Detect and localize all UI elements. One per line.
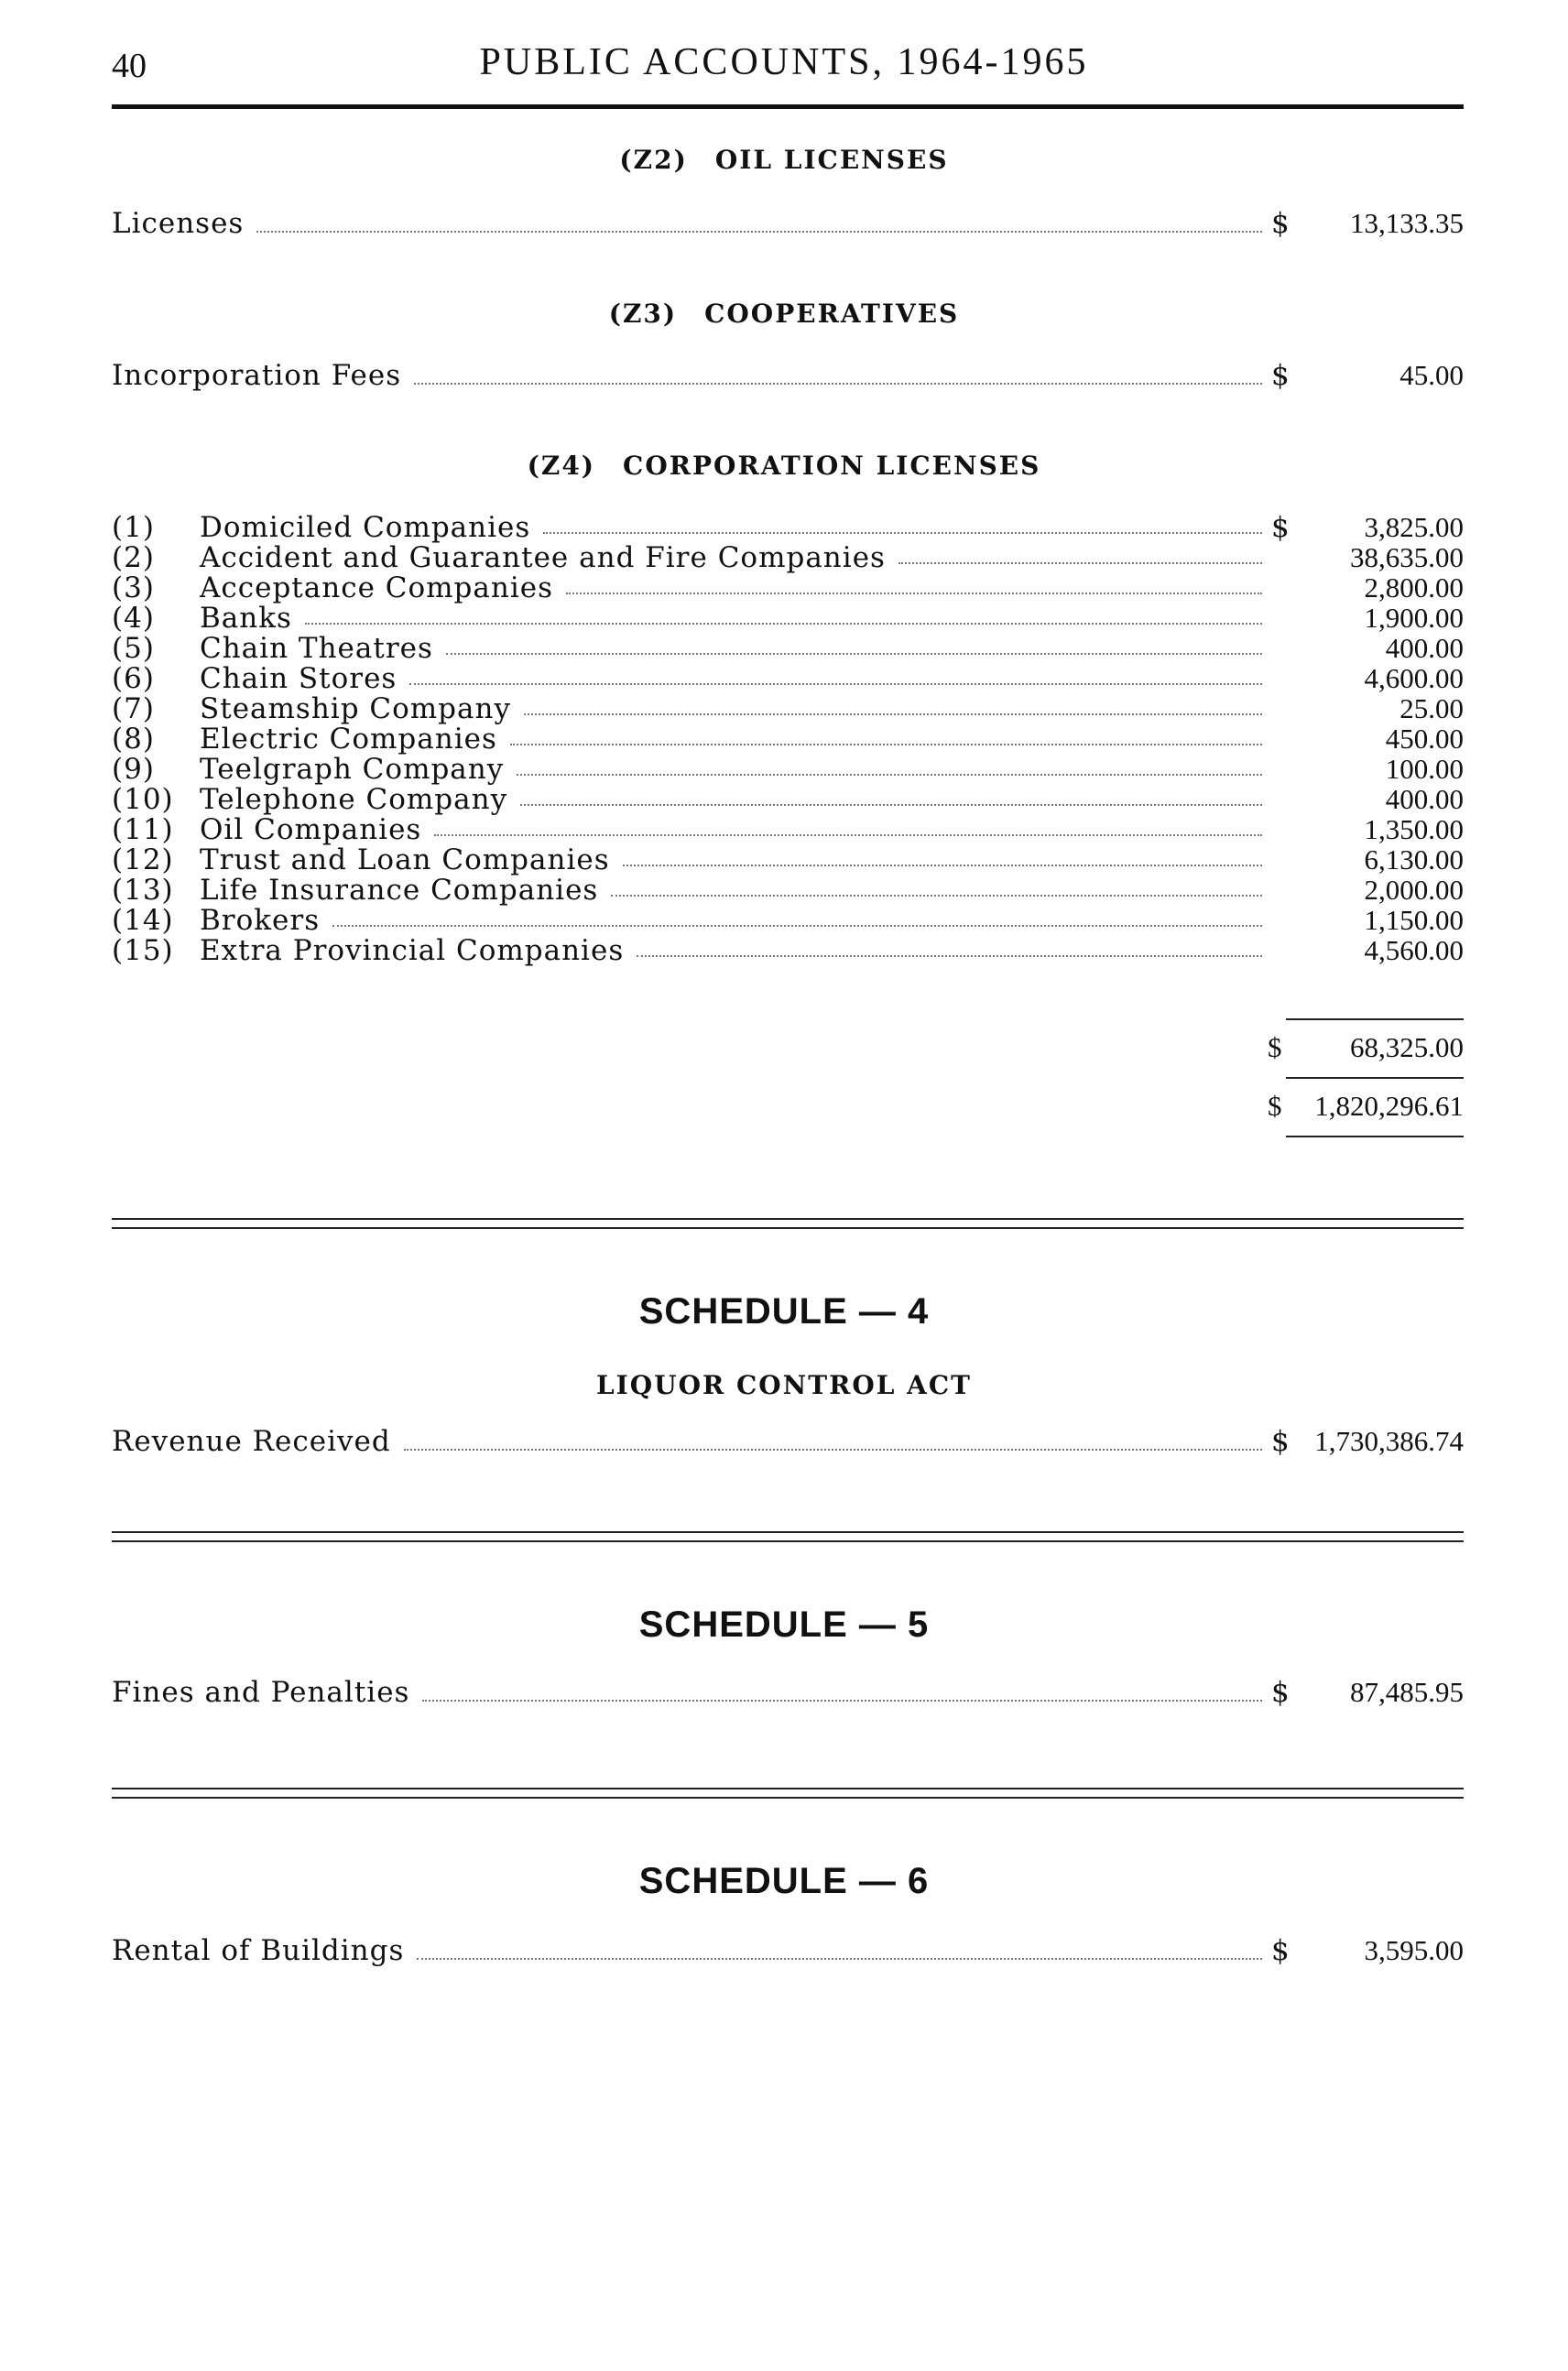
item-amount: 4,560.00 — [1364, 934, 1464, 966]
item-amount: 1,350.00 — [1364, 813, 1464, 845]
dot-leader — [520, 803, 1262, 806]
dot-leader — [524, 712, 1262, 715]
line-label: Incorporation Fees — [112, 359, 402, 392]
schedule-5-title: SCHEDULE — 5 — [638, 1604, 930, 1645]
currency-symbol: $ — [1268, 1031, 1282, 1063]
list-item — [112, 511, 1464, 544]
currency-symbol: $ — [1271, 207, 1290, 240]
line-label: Licenses — [112, 207, 245, 240]
list-item — [112, 632, 1464, 665]
currency-symbol: $ — [1268, 1090, 1282, 1122]
dot-leader — [898, 561, 1262, 564]
section-heading-z3 — [0, 299, 1568, 329]
item-amount: 1,150.00 — [1364, 904, 1464, 936]
line-amount: 87,485.95 — [1350, 1676, 1464, 1708]
item-number: (11) — [112, 813, 174, 846]
item-number: (12) — [112, 843, 174, 876]
section-title: OIL LICENSES — [714, 145, 949, 175]
item-label: Domiciled Companies — [200, 511, 531, 544]
item-label: Accident and Guarantee and Fire Companies — [200, 541, 886, 574]
item-label: Chain Theatres — [200, 632, 433, 665]
dot-leader — [566, 592, 1262, 594]
item-number: (15) — [112, 934, 174, 967]
dot-leader — [256, 230, 1262, 233]
item-number: (4) — [112, 602, 155, 635]
list-item — [112, 904, 1464, 937]
dot-leader — [422, 1699, 1262, 1702]
grand-total — [1268, 1090, 1464, 1123]
item-label: Life Insurance Companies — [200, 874, 599, 907]
list-item — [112, 692, 1464, 723]
list-item — [112, 934, 1464, 967]
item-label: Trust and Loan Companies — [200, 843, 610, 876]
schedule-4-title: SCHEDULE — 4 — [638, 1291, 930, 1332]
item-label: Steamship Company — [200, 692, 511, 725]
section-title: CORPORATION LICENSES — [623, 451, 1041, 481]
currency-symbol: $ — [1271, 1676, 1290, 1709]
list-item — [112, 843, 1464, 874]
schedule-4-subtitle: LIQUOR CONTROL ACT — [595, 1370, 973, 1400]
item-number: (6) — [112, 662, 155, 695]
line-item-rental-of-buildings — [112, 1934, 1464, 1967]
line-item-fines-and-penalties — [112, 1676, 1464, 1709]
line-item-incorporation-fees — [112, 359, 1464, 392]
schedule-6-title: SCHEDULE — 6 — [638, 1861, 930, 1901]
item-amount: 400.00 — [1385, 632, 1464, 664]
dot-leader — [543, 531, 1262, 534]
list-item — [112, 753, 1464, 786]
line-item-licenses — [112, 207, 1464, 240]
currency-symbol: $ — [1271, 1934, 1290, 1967]
line-label: Fines and Penalties — [112, 1676, 410, 1709]
line-item-revenue-received — [112, 1425, 1464, 1458]
line-label: Rental of Buildings — [112, 1934, 405, 1967]
subtotal-rule — [1286, 1018, 1464, 1020]
item-label: Electric Companies — [200, 723, 497, 756]
item-number: (14) — [112, 904, 174, 937]
item-amount: 1,900.00 — [1364, 602, 1464, 634]
item-label: Acceptance Companies — [200, 571, 554, 604]
list-item — [112, 813, 1464, 846]
item-label: Chain Stores — [200, 662, 397, 695]
currency-symbol: $ — [1271, 359, 1290, 392]
total-underline — [1286, 1136, 1464, 1137]
dot-leader — [637, 954, 1262, 957]
list-item — [112, 662, 1464, 695]
list-item — [112, 602, 1464, 635]
line-amount: 3,595.00 — [1364, 1934, 1464, 1966]
dot-leader — [305, 622, 1262, 625]
section-divider — [112, 1531, 1464, 1542]
currency-symbol: $ — [1271, 1425, 1290, 1458]
list-item — [112, 723, 1464, 756]
section-code: (Z3) — [608, 299, 678, 329]
dot-leader — [414, 382, 1262, 385]
grand-total-amount: 1,820,296.61 — [1314, 1090, 1464, 1122]
header-rule — [112, 104, 1464, 109]
item-label: Brokers — [200, 904, 321, 937]
item-number: (1) — [112, 511, 155, 544]
item-amount: 2,800.00 — [1364, 571, 1464, 604]
total-rule — [1286, 1077, 1464, 1079]
dot-leader — [434, 833, 1262, 836]
item-amount: 38,635.00 — [1350, 541, 1464, 573]
dot-leader — [332, 924, 1262, 927]
dot-leader — [446, 652, 1262, 655]
item-number: (8) — [112, 723, 155, 756]
section-heading-z2 — [0, 145, 1568, 175]
section-heading-z4 — [0, 451, 1568, 481]
dot-leader — [409, 682, 1262, 685]
section-title: COOPERATIVES — [704, 299, 960, 329]
list-item — [112, 783, 1464, 816]
item-number: (2) — [112, 541, 155, 574]
item-amount: 100.00 — [1385, 753, 1464, 785]
item-label: Teelgraph Company — [200, 753, 505, 786]
list-item — [112, 541, 1464, 574]
item-label: Telephone Company — [200, 783, 508, 816]
list-item — [112, 874, 1464, 907]
item-number: (7) — [112, 692, 155, 725]
item-amount: 4,600.00 — [1364, 662, 1464, 694]
item-amount: 3,825.00 — [1364, 511, 1464, 543]
item-number: (10) — [112, 783, 174, 816]
dot-leader — [623, 864, 1262, 866]
item-amount: 25.00 — [1399, 692, 1464, 724]
section-code: (Z4) — [527, 451, 596, 481]
item-label: Banks — [200, 602, 292, 635]
line-amount: 1,730,386.74 — [1314, 1425, 1464, 1457]
item-label: Oil Companies — [200, 813, 422, 846]
item-number: (5) — [112, 632, 155, 665]
dot-leader — [517, 773, 1262, 776]
item-amount: 400.00 — [1385, 783, 1464, 815]
page-number: 40 — [112, 47, 147, 85]
dot-leader — [611, 894, 1262, 897]
item-number: (9) — [112, 753, 155, 786]
dot-leader — [404, 1448, 1262, 1451]
item-label: Extra Provincial Companies — [200, 934, 625, 967]
section-code: (Z2) — [619, 145, 688, 175]
dot-leader — [417, 1957, 1262, 1960]
section-divider — [112, 1788, 1464, 1799]
page-title: PUBLIC ACCOUNTS, 1964-1965 — [479, 41, 1089, 83]
item-number: (3) — [112, 571, 155, 604]
currency-symbol: $ — [1271, 511, 1290, 544]
item-amount: 2,000.00 — [1364, 874, 1464, 906]
subtotal-amount: 68,325.00 — [1350, 1031, 1464, 1063]
item-number: (13) — [112, 874, 174, 907]
item-amount: 450.00 — [1385, 723, 1464, 755]
line-amount: 45.00 — [1399, 359, 1464, 391]
page-header — [0, 40, 1568, 95]
list-item — [112, 571, 1464, 602]
section-divider — [112, 1218, 1464, 1229]
line-amount: 13,133.35 — [1350, 207, 1464, 239]
z4-subtotal — [1268, 1031, 1464, 1064]
item-amount: 6,130.00 — [1364, 843, 1464, 876]
dot-leader — [510, 743, 1262, 745]
line-label: Revenue Received — [112, 1425, 391, 1458]
